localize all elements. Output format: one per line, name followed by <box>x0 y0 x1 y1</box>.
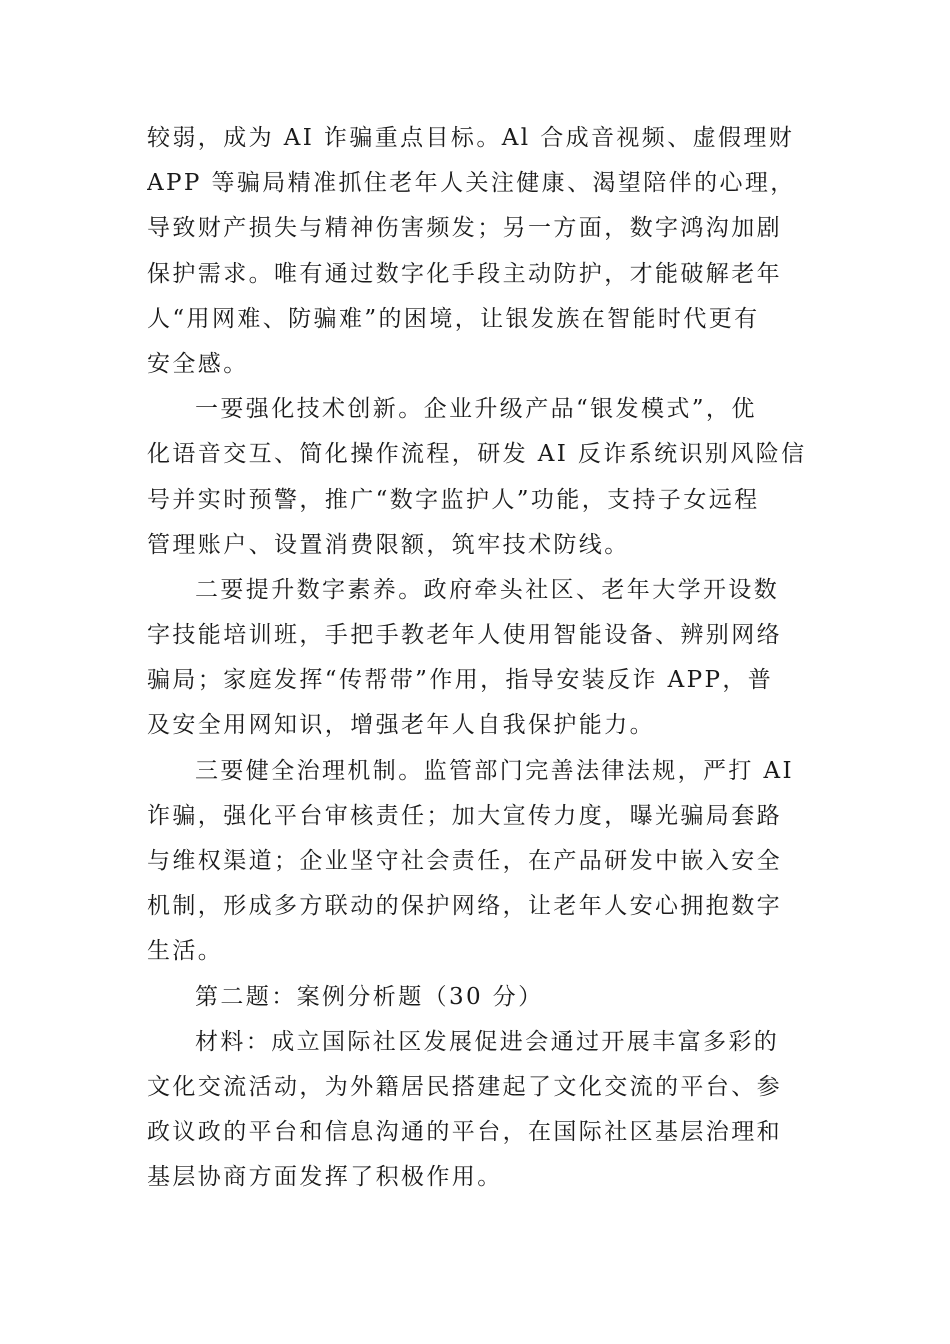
text-line: APP 等骗局精准抓住老年人关注健康、渴望陪伴的心理， <box>147 170 796 197</box>
text-line: 安全感。 <box>147 350 249 377</box>
text-line: 人“用网难、防骗难”的困境，让银发族在智能时代更有 <box>147 305 760 332</box>
text-line: 诈骗，强化平台审核责任；加大宣传力度，曝光骗局套路 <box>147 802 782 829</box>
text-line: 生活。 <box>147 938 224 965</box>
text-line: 政议政的平台和信息沟通的平台，在国际社区基层治理和 <box>147 1119 782 1146</box>
text-line: 号并实时预警，推广“数字监护人”功能，支持子女远程 <box>147 486 760 513</box>
text-line: 骗局；家庭发挥“传帮带”作用，指导安装反诈 APP，普 <box>147 667 774 694</box>
paragraph-start-line: 一要强化技术创新。企业升级产品“银发模式”，优 <box>195 396 757 423</box>
text-line: 导致财产损失与精神伤害频发；另一方面，数字鸿沟加剧 <box>147 215 782 242</box>
text-line: 文化交流活动，为外籍居民搭建起了文化交流的平台、参 <box>147 1073 782 1100</box>
paragraph-start-line: 材料：成立国际社区发展促进会通过开展丰富多彩的 <box>195 1028 780 1055</box>
document-body <box>147 116 807 1201</box>
paragraph-start-line: 二要提升数字素养。政府牵头社区、老年大学开设数 <box>195 576 780 603</box>
text-line: 管理账户、设置消费限额，筑牢技术防线。 <box>147 531 630 558</box>
paragraph-start-line: 三要健全治理机制。监管部门完善法律法规，严打 AI <box>195 757 795 784</box>
text-line: 机制，形成多方联动的保护网络，让老年人安心拥抱数字 <box>147 893 782 920</box>
section-heading: 第二题：案例分析题（30 分） <box>195 983 544 1010</box>
text-line: 及安全用网知识，增强老年人自我保护能力。 <box>147 712 655 739</box>
text-line: 保护需求。唯有通过数字化手段主动防护，才能破解老年 <box>147 260 782 287</box>
text-line: 较弱，成为 AI 诈骗重点目标。Al 合成音视频、虚假理财 <box>147 125 795 151</box>
text-line: 字技能培训班，手把手教老年人使用智能设备、辨别网络 <box>147 622 782 649</box>
text-line: 基层协商方面发挥了积极作用。 <box>147 1164 503 1191</box>
text-line: 与维权渠道；企业坚守社会责任，在产品研发中嵌入安全 <box>147 848 782 874</box>
text-line: 化语音交互、简化操作流程，研发 AI 反诈系统识别风险信 <box>147 441 807 468</box>
